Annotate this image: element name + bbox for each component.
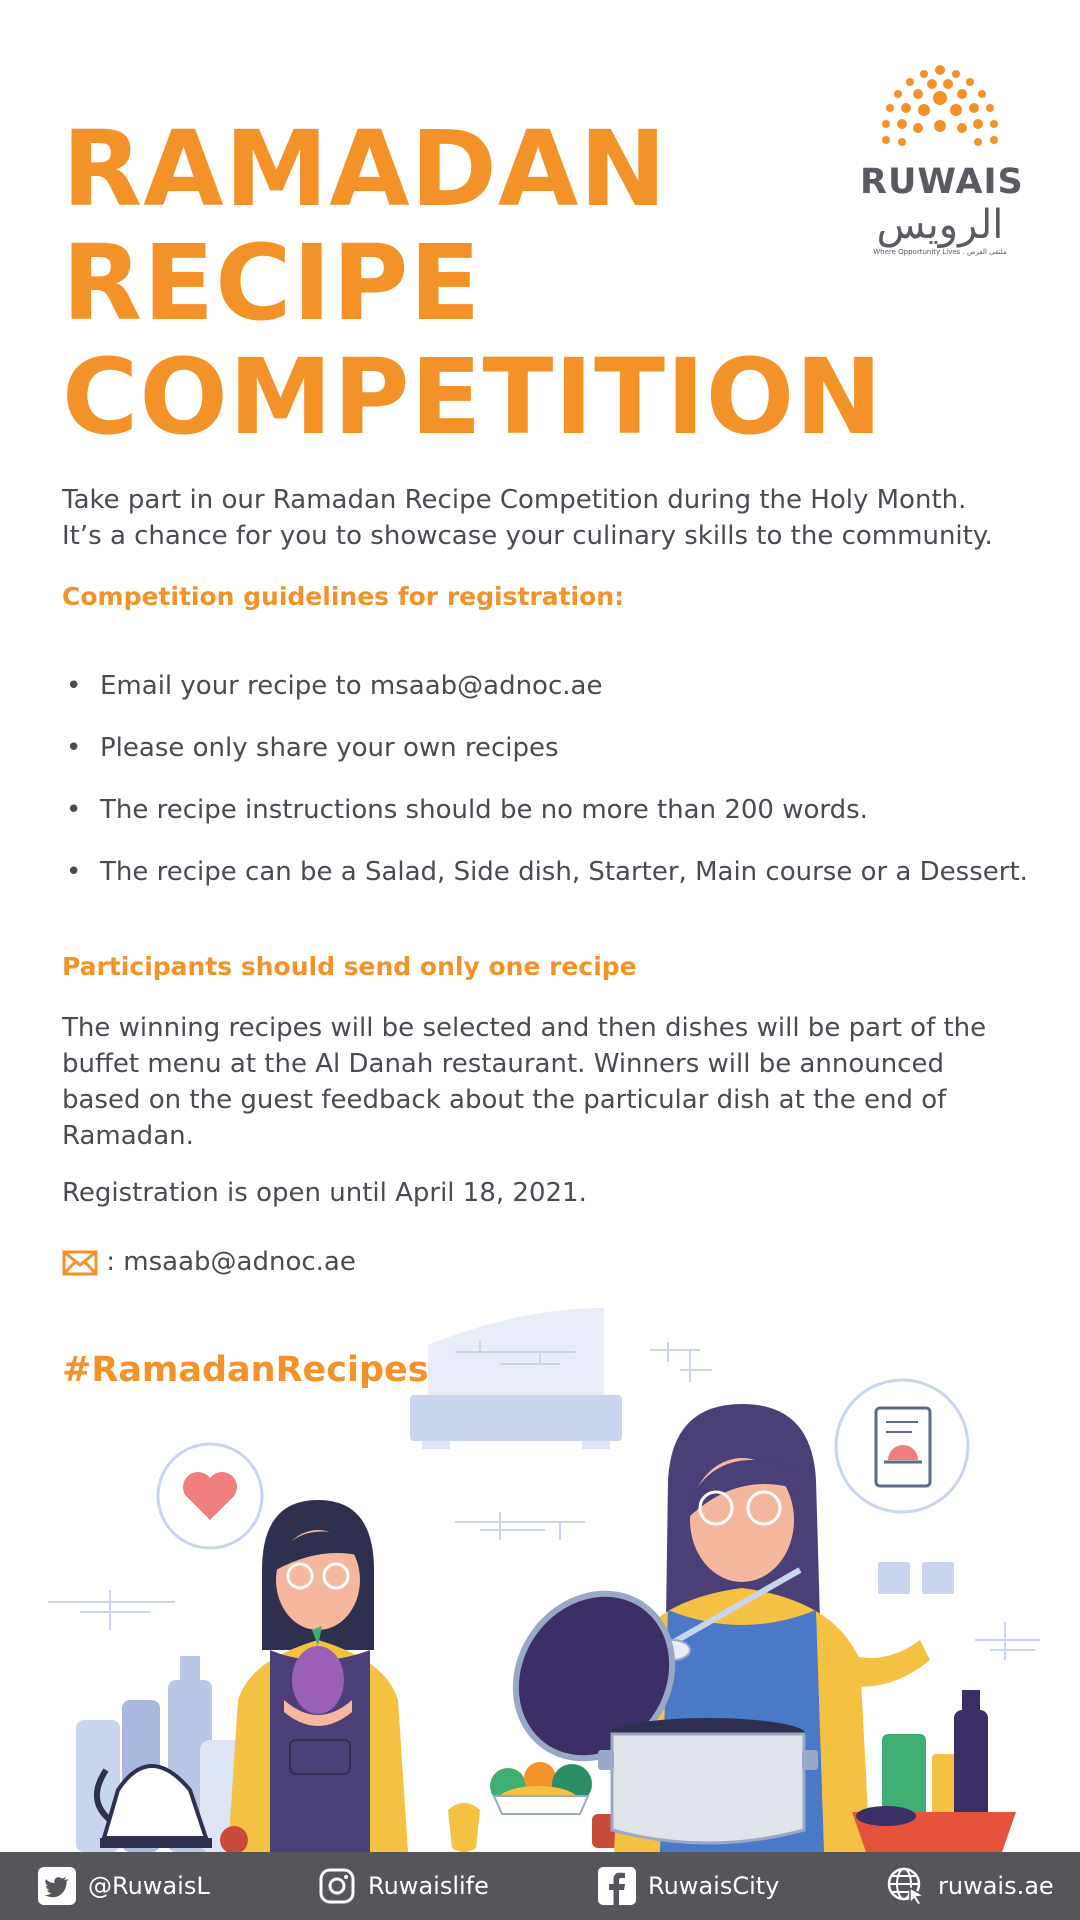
list-item (62, 854, 1042, 916)
bullet: • (66, 857, 82, 887)
title-line: COMPETITION (62, 336, 884, 458)
envelope-icon (62, 1250, 98, 1276)
winning-text (62, 1010, 1002, 1154)
logo-tagline: Where Opportunity Lives . ملتقى الفرص (873, 248, 1007, 256)
website-link[interactable] (886, 1852, 1054, 1920)
ruwais-logo (860, 60, 1024, 270)
footer-social-bar (0, 1852, 1080, 1920)
guidelines-heading: Competition guidelines for registration: (62, 582, 625, 611)
contact-email-text: : msaab@adnoc.ae (106, 1247, 356, 1277)
guideline-text: The recipe can be a Salad, Side dish, Starter, Main course or a Dessert. (100, 857, 1028, 887)
guideline-text: Please only share your own recipes (100, 733, 559, 763)
logo-name: RUWAIS (860, 162, 1024, 202)
winning-line: based on the guest feedback about the particular dish at the end of (62, 1085, 947, 1115)
twitter-link[interactable] (38, 1852, 210, 1920)
bullet: • (66, 733, 82, 763)
guideline-text: Email your recipe to msaab@adnoc.ae (100, 671, 603, 701)
list-item (62, 730, 1042, 792)
intro-line: It’s a chance for you to showcase your culinary skills to the community. (62, 521, 993, 551)
winning-line: Ramadan. (62, 1121, 194, 1151)
guidelines-list (62, 668, 1042, 916)
globe-icon (886, 1866, 926, 1906)
contact-email[interactable] (62, 1244, 356, 1280)
website-url: ruwais.ae (938, 1872, 1054, 1900)
instagram-icon (318, 1867, 356, 1905)
list-item (62, 668, 1042, 730)
instagram-handle: Ruwaislife (368, 1872, 489, 1900)
hashtag: #RamadanRecipes (62, 1350, 429, 1390)
winning-line: buffet menu at the Al Danah restaurant. Winners will be announced (62, 1049, 945, 1079)
winning-line: The winning recipes will be selected and then dishes will be part of the (62, 1013, 987, 1043)
facebook-icon (598, 1867, 636, 1905)
participants-note: Participants should send only one recipe (62, 952, 637, 981)
facebook-handle: RuwaisCity (648, 1872, 780, 1900)
registration-text: Registration is open until April 18, 2021. (62, 1178, 587, 1208)
twitter-icon (38, 1867, 76, 1905)
title-line: RAMADAN (62, 108, 668, 230)
facebook-link[interactable] (598, 1852, 779, 1920)
instagram-link[interactable] (318, 1852, 489, 1920)
twitter-handle: @RuwaisL (88, 1872, 210, 1900)
page-title (62, 108, 884, 458)
bullet: • (66, 671, 82, 701)
logo-dots-icon (860, 60, 1020, 160)
intro-text (62, 482, 1022, 554)
intro-line: Take part in our Ramadan Recipe Competition during the Holy Month. (62, 485, 967, 515)
bullet: • (66, 795, 82, 825)
logo-arabic-name: الرويس (876, 202, 1004, 248)
list-item (62, 792, 1042, 854)
title-line: RECIPE (62, 222, 482, 344)
guideline-text: The recipe instructions should be no more than 200 words. (100, 795, 868, 825)
